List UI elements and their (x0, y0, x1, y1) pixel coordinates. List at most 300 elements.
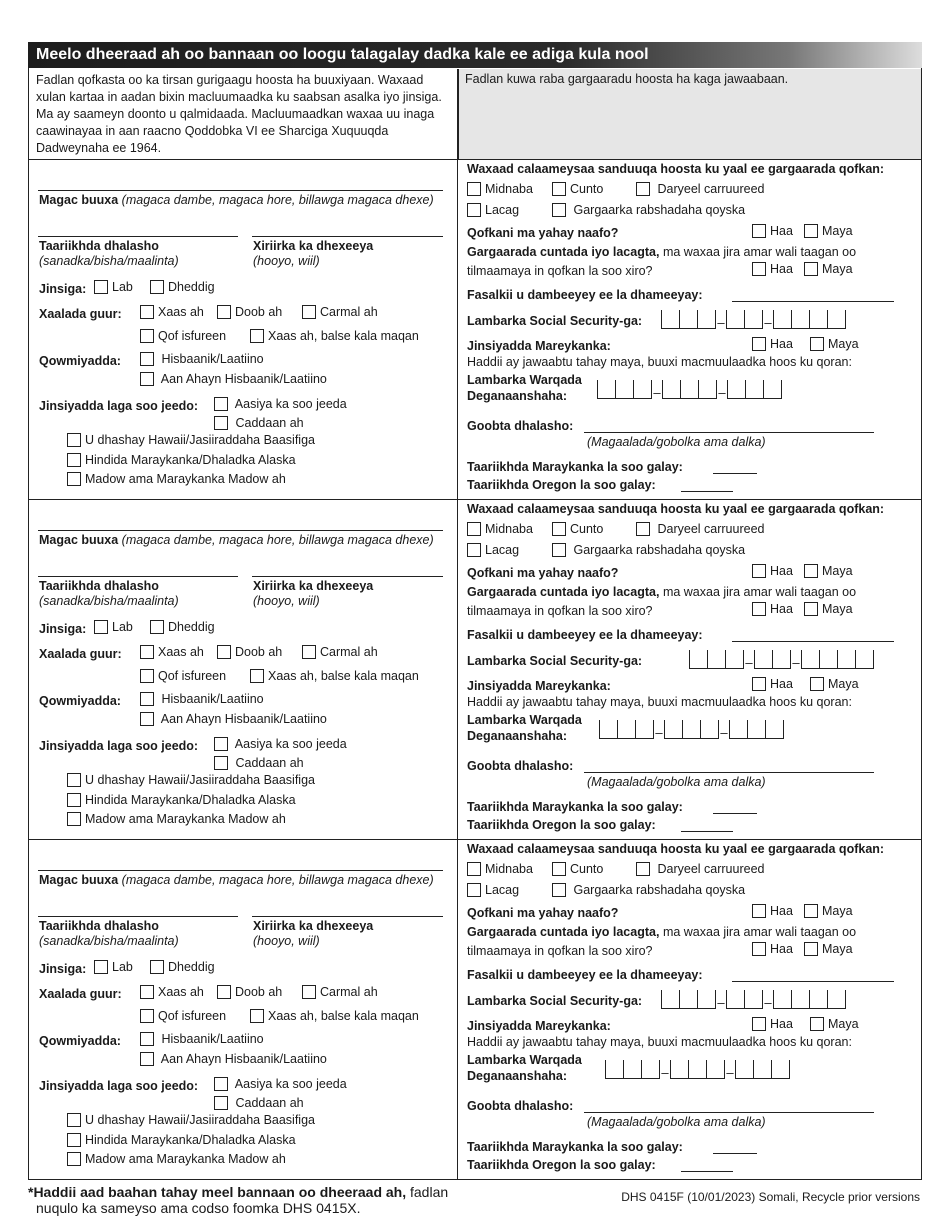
disability-label: Qofkani ma yahay naafo? (467, 906, 619, 920)
checkbox[interactable] (467, 862, 481, 876)
marital-option-married[interactable]: Xaas ah (140, 985, 204, 999)
programs-label: Waxaad calaameysaa sanduuqa hoosta ku yaal ee gargaarada qofkan: (467, 162, 885, 176)
checkbox[interactable] (467, 203, 481, 217)
checkbox[interactable] (636, 522, 650, 536)
checkbox[interactable] (302, 985, 316, 999)
warrant-no-option[interactable]: Maya (804, 602, 853, 616)
birthplace-hint: (Magaalada/gobolka ama dalka) (587, 775, 766, 789)
program-none-option[interactable]: Midnaba (467, 862, 533, 876)
marital-option-widowed[interactable]: Carmal ah (302, 645, 378, 659)
warrant-yes-option[interactable]: Haa (752, 602, 793, 616)
checkbox[interactable] (804, 904, 818, 918)
sex-male-option[interactable]: Lab (94, 280, 133, 294)
citizenship-yes-option[interactable]: Haa (752, 1017, 793, 1031)
checkbox[interactable] (140, 305, 154, 319)
digit-box[interactable] (828, 990, 846, 1008)
checkbox[interactable] (804, 564, 818, 578)
checkbox[interactable] (214, 416, 228, 430)
ethnicity-non-hispanic-option[interactable]: Aan Ahayn Hisbaanik/Laatiino (140, 372, 327, 386)
digit-group[interactable] (726, 990, 763, 1009)
digit-box[interactable] (727, 990, 745, 1008)
dash-separator: – (745, 655, 753, 670)
digit-box[interactable] (820, 650, 838, 668)
sex-male-option[interactable]: Lab (94, 620, 133, 634)
dash-separator: – (726, 1065, 734, 1080)
checkbox[interactable] (214, 1096, 228, 1110)
digit-box[interactable] (680, 990, 698, 1008)
alien-number-field[interactable] (597, 380, 782, 399)
relationship-hint: (hooyo, wiil) (253, 934, 320, 948)
birthplace-label: Goobta dhalasho: (467, 759, 574, 773)
checkbox[interactable] (214, 1077, 228, 1091)
checkbox[interactable] (140, 985, 154, 999)
dash-separator: – (661, 1065, 669, 1080)
us-entry-label: Taariikhda Maraykanka la soo galay: (467, 1140, 683, 1154)
disability-label: Qofkani ma yahay naafo? (467, 566, 619, 580)
checkbox[interactable] (67, 1152, 81, 1166)
digit-box[interactable] (689, 1060, 707, 1078)
digit-box[interactable] (764, 380, 782, 398)
digit-group[interactable] (773, 990, 846, 1009)
digit-group[interactable] (599, 720, 654, 739)
digit-box[interactable] (736, 1060, 754, 1078)
digit-group[interactable] (597, 380, 652, 399)
checkbox[interactable] (752, 904, 766, 918)
marital-option-widowed[interactable]: Carmal ah (302, 985, 378, 999)
dash-separator: – (717, 995, 725, 1010)
relationship-label: Xiriirka ka dhexeeya (253, 919, 374, 933)
checkbox[interactable] (804, 224, 818, 238)
grade-field[interactable] (732, 301, 894, 302)
checkbox[interactable] (810, 1017, 824, 1031)
birthplace-hint: (Magaalada/gobolka ama dalka) (587, 435, 766, 449)
ethnicity-label: Qowmiyadda: (39, 1034, 121, 1048)
checkbox[interactable] (140, 669, 154, 683)
checkbox[interactable] (250, 669, 264, 683)
race-asian-option[interactable]: Aasiya ka soo jeeda (214, 737, 347, 751)
checkbox[interactable] (67, 433, 81, 447)
checkbox[interactable] (552, 862, 566, 876)
race-black-option[interactable]: Madow ama Maraykanka Madow ah (67, 472, 286, 486)
us-entry-label: Taariikhda Maraykanka la soo galay: (467, 800, 683, 814)
digit-box[interactable] (856, 650, 874, 668)
sex-male-option[interactable]: Lab (94, 960, 133, 974)
checkbox[interactable] (217, 645, 231, 659)
program-dv-option[interactable]: Gargaarka rabshadaha qoyska (552, 883, 745, 897)
warrant-question-line2: tilmaamaya in qofkan la soo xiro? (467, 264, 653, 278)
digit-box[interactable] (810, 310, 828, 328)
digit-box[interactable] (774, 990, 792, 1008)
grade-field[interactable] (732, 981, 894, 982)
checkbox[interactable] (752, 677, 766, 691)
program-none-option[interactable]: Midnaba (467, 522, 533, 536)
program-dv-option[interactable]: Gargaarka rabshadaha qoyska (552, 203, 745, 217)
checkbox[interactable] (140, 1009, 154, 1023)
ethnicity-non-hispanic-option[interactable]: Aan Ahayn Hisbaanik/Laatiino (140, 1052, 327, 1066)
digit-box[interactable] (730, 720, 748, 738)
disability-yes-option[interactable]: Haa (752, 224, 793, 238)
digit-box[interactable] (634, 380, 652, 398)
ethnicity-hispanic-option[interactable]: Hisbaanik/Laatiino (140, 692, 264, 706)
digit-box[interactable] (746, 380, 764, 398)
checkbox[interactable] (214, 397, 228, 411)
page-title: Meelo dheeraad ah oo bannaan oo loogu talagalay dadka kale ee adiga kula nool (28, 42, 922, 68)
dash-separator: – (718, 385, 726, 400)
digit-box[interactable] (663, 380, 681, 398)
checkbox[interactable] (67, 1133, 81, 1147)
program-food-option[interactable]: Cunto (552, 182, 603, 196)
checkbox[interactable] (752, 224, 766, 238)
race-label: Jinsiyadda laga soo jeedo: (39, 739, 199, 753)
marital-option-single[interactable]: Doob ah (217, 645, 282, 659)
digit-box[interactable] (802, 650, 820, 668)
digit-group[interactable] (605, 1060, 660, 1079)
person-entry (28, 160, 922, 500)
sex-female-option[interactable]: Dheddig (150, 960, 215, 974)
oregon-entry-field[interactable] (681, 1171, 733, 1172)
program-childcare-option[interactable]: Daryeel carruureed (636, 522, 764, 536)
form-id: DHS 0415F (10/01/2023) Somali, Recycle prior versions (621, 1190, 920, 1204)
checkbox[interactable] (214, 756, 228, 770)
us-entry-field[interactable] (713, 813, 757, 814)
checkbox[interactable] (150, 620, 164, 634)
digit-box[interactable] (810, 990, 828, 1008)
warrant-yes-option[interactable]: Haa (752, 262, 793, 276)
checkbox[interactable] (140, 1052, 154, 1066)
race-asian-option[interactable]: Aasiya ka soo jeeda (214, 397, 347, 411)
digit-box[interactable] (698, 990, 716, 1008)
birthplace-label: Goobta dhalasho: (467, 419, 574, 433)
digit-box[interactable] (618, 720, 636, 738)
digit-box[interactable] (606, 1060, 624, 1078)
relationship-line[interactable] (252, 236, 443, 237)
program-dv-option[interactable]: Gargaarka rabshadaha qoyska (552, 543, 745, 557)
alien-number-label-line2: Deganaanshaha: (467, 389, 568, 403)
intro-instructions: Fadlan qofkasta oo ka tirsan gurigaagu hoosta ha buuxiyaan. Waxaad xulan kartaa in aadan bixin macluumaadka ku saabsan asalka iyo jinsiga. Ma ay saameyn doonto u qalmidaada. Macluumaadkan waxaa uu inaga caawinayaa in aan raacno Qoddobka VI ee Sharciga Xuquuqda Dadweynaha ee 1964. (36, 73, 442, 155)
oregon-entry-field[interactable] (681, 491, 733, 492)
alien-number-label: Lambarka Warqada (467, 373, 582, 387)
digit-group[interactable] (735, 1060, 790, 1079)
checkbox[interactable] (67, 472, 81, 486)
checkbox[interactable] (552, 522, 566, 536)
digit-group[interactable] (726, 310, 763, 329)
citizenship-no-option[interactable]: Maya (810, 1017, 859, 1031)
program-none-option[interactable]: Midnaba (467, 182, 533, 196)
digit-box[interactable] (671, 1060, 689, 1078)
citizenship-no-option[interactable]: Maya (810, 337, 859, 351)
race-american-indian-option[interactable]: Hindida Maraykanka/Dhaladka Alaska (67, 453, 296, 467)
checkbox[interactable] (94, 960, 108, 974)
sex-female-option[interactable]: Dheddig (150, 280, 215, 294)
dob-label: Taariikhda dhalasho (39, 579, 159, 593)
ssn-field[interactable] (661, 310, 846, 329)
checkbox[interactable] (67, 812, 81, 826)
dob-line[interactable] (38, 576, 238, 577)
race-american-indian-option[interactable]: Hindida Maraykanka/Dhaladka Alaska (67, 1133, 296, 1147)
digit-box[interactable] (838, 650, 856, 668)
citizenship-yes-option[interactable]: Haa (752, 677, 793, 691)
citizenship-hint: Haddii ay jawaabtu tahay maya, buuxi macmuulaadka hoos ku qoran: (467, 355, 852, 369)
digit-box[interactable] (726, 650, 744, 668)
us-entry-field[interactable] (713, 473, 757, 474)
relationship-line[interactable] (252, 916, 443, 917)
digit-group[interactable] (801, 650, 874, 669)
digit-box[interactable] (642, 1060, 660, 1078)
sex-female-option[interactable]: Dheddig (150, 620, 215, 634)
checkbox[interactable] (810, 337, 824, 351)
name-line[interactable] (38, 190, 443, 191)
marital-option-separated[interactable]: Xaas ah, balse kala maqan (250, 1009, 419, 1023)
race-pacific-islander-option[interactable]: U dhashay Hawaii/Jasiiraddaha Baasifiga (67, 773, 315, 787)
disability-no-option[interactable]: Maya (804, 564, 853, 578)
checkbox[interactable] (67, 793, 81, 807)
grade-label: Fasalkii u dambeeyey ee la dhameeyay: (467, 628, 703, 642)
checkbox[interactable] (140, 645, 154, 659)
checkbox[interactable] (250, 1009, 264, 1023)
digit-box[interactable] (616, 380, 634, 398)
oregon-entry-field[interactable] (681, 831, 733, 832)
digit-box[interactable] (699, 380, 717, 398)
ethnicity-label: Qowmiyadda: (39, 694, 121, 708)
digit-box[interactable] (600, 720, 618, 738)
race-black-option[interactable]: Madow ama Maraykanka Madow ah (67, 1152, 286, 1166)
checkbox[interactable] (302, 645, 316, 659)
name-field-label: Magac buuxa (magaca dambe, magaca hore, billawga magaca dhexe) (39, 533, 434, 547)
checkbox[interactable] (140, 692, 154, 706)
program-cash-option[interactable]: Lacag (467, 543, 519, 557)
warrant-question: Gargaarada cuntada iyo lacagta, ma waxaa jira amar wali taagan oo (467, 585, 857, 599)
checkbox[interactable] (67, 773, 81, 787)
alien-number-field[interactable] (605, 1060, 790, 1079)
checkbox[interactable] (552, 182, 566, 196)
digit-box[interactable] (624, 1060, 642, 1078)
digit-group[interactable] (670, 1060, 725, 1079)
program-food-option[interactable]: Cunto (552, 862, 603, 876)
program-cash-option[interactable]: Lacag (467, 883, 519, 897)
program-cash-option[interactable]: Lacag (467, 203, 519, 217)
race-asian-option[interactable]: Aasiya ka soo jeeda (214, 1077, 347, 1091)
warrant-yes-option[interactable]: Haa (752, 942, 793, 956)
relationship-hint: (hooyo, wiil) (253, 594, 320, 608)
disability-yes-option[interactable]: Haa (752, 904, 793, 918)
us-entry-label: Taariikhda Maraykanka la soo galay: (467, 460, 683, 474)
checkbox[interactable] (150, 960, 164, 974)
digit-box[interactable] (690, 650, 708, 668)
program-childcare-option[interactable]: Daryeel carruureed (636, 182, 764, 196)
digit-box[interactable] (745, 310, 763, 328)
citizenship-label: Jinsiyadda Mareykanka: (467, 339, 611, 353)
warrant-question: Gargaarada cuntada iyo lacagta, ma waxaa jira amar wali taagan oo (467, 925, 857, 939)
warrant-no-option[interactable]: Maya (804, 942, 853, 956)
ethnicity-hispanic-option[interactable]: Hisbaanik/Laatiino (140, 352, 264, 366)
digit-box[interactable] (748, 720, 766, 738)
checkbox[interactable] (752, 942, 766, 956)
race-black-option[interactable]: Madow ama Maraykanka Madow ah (67, 812, 286, 826)
checkbox[interactable] (140, 352, 154, 366)
citizenship-yes-option[interactable]: Haa (752, 337, 793, 351)
checkbox[interactable] (67, 453, 81, 467)
marital-option-married[interactable]: Xaas ah (140, 305, 204, 319)
checkbox[interactable] (636, 182, 650, 196)
checkbox[interactable] (217, 305, 231, 319)
digit-box[interactable] (701, 720, 719, 738)
marital-label: Xaalada guur: (39, 307, 122, 321)
digit-box[interactable] (680, 310, 698, 328)
marital-option-married[interactable]: Xaas ah (140, 645, 204, 659)
checkbox[interactable] (752, 262, 766, 276)
program-childcare-option[interactable]: Daryeel carruureed (636, 862, 764, 876)
race-white-option[interactable]: Caddaan ah (214, 756, 304, 770)
checkbox[interactable] (140, 1032, 154, 1046)
race-white-option[interactable]: Caddaan ah (214, 416, 304, 430)
checkbox[interactable] (140, 372, 154, 386)
checkbox[interactable] (94, 280, 108, 294)
checkbox[interactable] (67, 1113, 81, 1127)
checkbox[interactable] (302, 305, 316, 319)
marital-option-divorced[interactable]: Qof isfureen (140, 669, 226, 683)
race-label: Jinsiyadda laga soo jeedo: (39, 399, 199, 413)
checkbox[interactable] (752, 602, 766, 616)
race-pacific-islander-option[interactable]: U dhashay Hawaii/Jasiiraddaha Baasifiga (67, 1113, 315, 1127)
checkbox[interactable] (804, 942, 818, 956)
program-food-option[interactable]: Cunto (552, 522, 603, 536)
marital-option-separated[interactable]: Xaas ah, balse kala maqan (250, 329, 419, 343)
digit-box[interactable] (707, 1060, 725, 1078)
checkbox[interactable] (552, 203, 566, 217)
checkbox[interactable] (467, 543, 481, 557)
alien-number-field[interactable] (599, 720, 784, 739)
digit-group[interactable] (661, 990, 716, 1009)
digit-box[interactable] (774, 310, 792, 328)
digit-box[interactable] (665, 720, 683, 738)
digit-box[interactable] (772, 1060, 790, 1078)
marital-option-widowed[interactable]: Carmal ah (302, 305, 378, 319)
digit-box[interactable] (708, 650, 726, 668)
checkbox[interactable] (752, 564, 766, 578)
ssn-field[interactable] (661, 990, 846, 1009)
disability-label: Qofkani ma yahay naafo? (467, 226, 619, 240)
race-american-indian-option[interactable]: Hindida Maraykanka/Dhaladka Alaska (67, 793, 296, 807)
dob-line[interactable] (38, 236, 238, 237)
checkbox[interactable] (467, 522, 481, 536)
dash-separator: – (792, 655, 800, 670)
us-entry-field[interactable] (713, 1153, 757, 1154)
digit-group[interactable] (727, 380, 782, 399)
digit-box[interactable] (727, 310, 745, 328)
checkbox[interactable] (804, 262, 818, 276)
intro-assistance-note: Fadlan kuwa raba gargaaradu hoosta ha kaga jawaabaan. (458, 69, 921, 159)
checkbox[interactable] (467, 883, 481, 897)
name-line[interactable] (38, 530, 443, 531)
checkbox[interactable] (636, 862, 650, 876)
checkbox[interactable] (552, 883, 566, 897)
dash-separator: – (717, 315, 725, 330)
checkbox[interactable] (140, 329, 154, 343)
relationship-line[interactable] (252, 576, 443, 577)
citizenship-no-option[interactable]: Maya (810, 677, 859, 691)
checkbox[interactable] (150, 280, 164, 294)
digit-box[interactable] (698, 310, 716, 328)
birthplace-field[interactable] (584, 772, 874, 773)
birthplace-field[interactable] (584, 1112, 874, 1113)
ssn-field[interactable] (689, 650, 874, 669)
relationship-label: Xiriirka ka dhexeeya (253, 239, 374, 253)
oregon-entry-label: Taariikhda Oregon la soo galay: (467, 1158, 656, 1172)
digit-box[interactable] (773, 650, 791, 668)
digit-box[interactable] (745, 990, 763, 1008)
disability-no-option[interactable]: Maya (804, 224, 853, 238)
digit-box[interactable] (792, 310, 810, 328)
warrant-no-option[interactable]: Maya (804, 262, 853, 276)
digit-box[interactable] (662, 990, 680, 1008)
digit-box[interactable] (792, 990, 810, 1008)
digit-group[interactable] (754, 650, 791, 669)
digit-box[interactable] (681, 380, 699, 398)
checkbox[interactable] (140, 712, 154, 726)
race-white-option[interactable]: Caddaan ah (214, 1096, 304, 1110)
digit-box[interactable] (828, 310, 846, 328)
marital-option-single[interactable]: Doob ah (217, 985, 282, 999)
checkbox[interactable] (94, 620, 108, 634)
marital-option-divorced[interactable]: Qof isfureen (140, 329, 226, 343)
digit-group[interactable] (689, 650, 744, 669)
person-entry (28, 840, 922, 1180)
marital-option-divorced[interactable]: Qof isfureen (140, 1009, 226, 1023)
checkbox[interactable] (752, 1017, 766, 1031)
relationship-hint: (hooyo, wiil) (253, 254, 320, 268)
programs-label: Waxaad calaameysaa sanduuqa hoosta ku yaal ee gargaarada qofkan: (467, 502, 885, 516)
disability-no-option[interactable]: Maya (804, 904, 853, 918)
digit-box[interactable] (683, 720, 701, 738)
marital-option-single[interactable]: Doob ah (217, 305, 282, 319)
disability-yes-option[interactable]: Haa (752, 564, 793, 578)
grade-label: Fasalkii u dambeeyey ee la dhameeyay: (467, 968, 703, 982)
digit-box[interactable] (662, 310, 680, 328)
relationship-label: Xiriirka ka dhexeeya (253, 579, 374, 593)
ethnicity-hispanic-option[interactable]: Hisbaanik/Laatiino (140, 1032, 264, 1046)
checkbox[interactable] (214, 737, 228, 751)
digit-box[interactable] (754, 1060, 772, 1078)
dob-hint: (sanadka/bisha/maalinta) (39, 594, 179, 608)
digit-group[interactable] (662, 380, 717, 399)
marital-option-separated[interactable]: Xaas ah, balse kala maqan (250, 669, 419, 683)
ethnicity-non-hispanic-option[interactable]: Aan Ahayn Hisbaanik/Laatiino (140, 712, 327, 726)
digit-group[interactable] (773, 310, 846, 329)
ssn-label: Lambarka Social Security-ga: (467, 654, 643, 668)
race-pacific-islander-option[interactable]: U dhashay Hawaii/Jasiiraddaha Baasifiga (67, 433, 315, 447)
citizenship-label: Jinsiyadda Mareykanka: (467, 679, 611, 693)
digit-group[interactable] (729, 720, 784, 739)
name-line[interactable] (38, 870, 443, 871)
birthplace-field[interactable] (584, 432, 874, 433)
checkbox[interactable] (752, 337, 766, 351)
digit-group[interactable] (661, 310, 716, 329)
dob-line[interactable] (38, 916, 238, 917)
checkbox[interactable] (810, 677, 824, 691)
checkbox[interactable] (217, 985, 231, 999)
digit-box[interactable] (636, 720, 654, 738)
checkbox[interactable] (804, 602, 818, 616)
digit-group[interactable] (664, 720, 719, 739)
checkbox[interactable] (250, 329, 264, 343)
digit-box[interactable] (598, 380, 616, 398)
digit-box[interactable] (728, 380, 746, 398)
checkbox[interactable] (552, 543, 566, 557)
checkbox[interactable] (467, 182, 481, 196)
grade-field[interactable] (732, 641, 894, 642)
digit-box[interactable] (766, 720, 784, 738)
digit-box[interactable] (755, 650, 773, 668)
